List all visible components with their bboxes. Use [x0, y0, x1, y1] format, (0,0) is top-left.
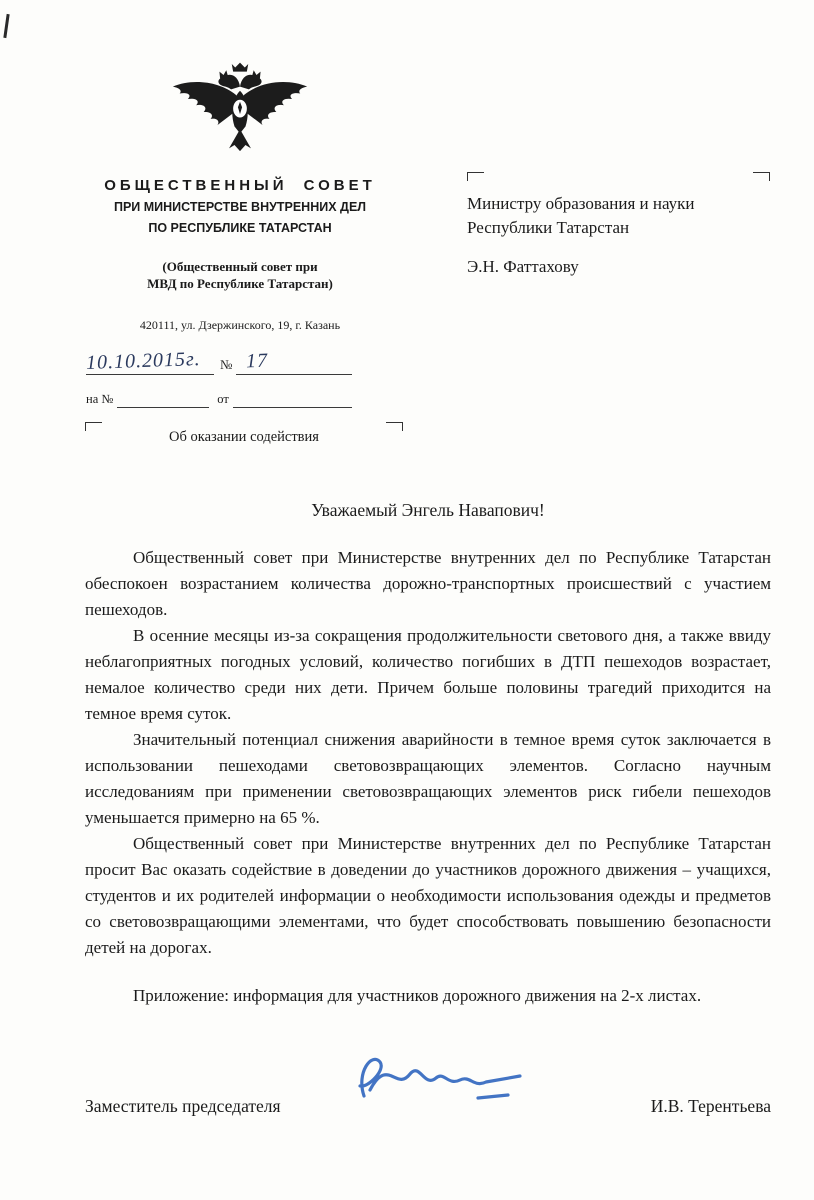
ref-from-label: от [217, 392, 229, 406]
signature-stroke [360, 1059, 520, 1098]
coat-of-arms-icon [162, 62, 318, 158]
corner-mark-icon [753, 172, 770, 181]
org-name-line3: ПО РЕСПУБЛИКЕ ТАТАРСТАН [148, 221, 332, 235]
org-address: 420111, ул. Дзержинского, 19, г. Казань [139, 318, 341, 332]
signer-position: Заместитель председателя [85, 1096, 281, 1116]
scan-artifact [3, 14, 9, 38]
letter-body [85, 500, 771, 1009]
subject-line: Об оказании содействия [169, 429, 319, 445]
addressee-block [467, 172, 770, 277]
corner-mark-icon [85, 422, 102, 431]
ref-on-blank-line [117, 394, 209, 408]
attachment-note: Приложение: информация для участников дорожного движения на 2-х листах. [133, 986, 702, 1005]
signature-row [85, 1096, 771, 1117]
reference-row [86, 392, 352, 408]
ref-on-label: на № [86, 392, 114, 406]
handwritten-date: 10.10.2015г. [86, 350, 214, 375]
body-paragraph: В осенние месяцы из-за сокращения продолжительности светового дня, а также ввиду неблагоприятных погодных условий, количество погибших в ДТП пешеходов возрастает, немалое количество среди них дети. Причем больше половины трагедий приходится на темное время суток. [85, 626, 771, 723]
org-short-name-line2: МВД по Республике Татарстан) [147, 276, 333, 291]
salutation: Уважаемый Энгель Навапович! [311, 500, 545, 520]
signer-name: И.В. Терентьева [650, 1096, 771, 1116]
addressee-title-line1: Министру образования и науки [467, 194, 695, 213]
org-name-line2: ПРИ МИНИСТЕРСТВЕ ВНУТРЕННИХ ДЕЛ [113, 200, 367, 214]
org-name-line1: ОБЩЕСТВЕННЫЙ СОВЕТ [104, 177, 376, 194]
number-sign: № [220, 357, 233, 372]
subject-zone [85, 422, 403, 446]
handwritten-number: 17 [236, 350, 352, 375]
body-paragraph: Общественный совет при Министерстве внутренних дел по Республике Татарстан просит Вас оказать содействие в доведении до участников дорожного движения – учащихся, студентов и их родителей информации о необходимости использования одежды и предметов со световозвращающими элементами, что будет способствовать повышению безопасности детей на дорогах. [85, 834, 771, 957]
ref-from-blank-line [233, 394, 352, 408]
addressee-title-line2: Республики Татарстан [467, 218, 630, 237]
letterhead [80, 62, 400, 333]
corner-mark-icon [467, 172, 484, 181]
date-number-row [86, 350, 352, 375]
body-paragraph: Общественный совет при Министерстве внутренних дел по Республике Татарстан обеспокоен возрастанием количества дорожно-транспортных происшествий с участием пешеходов. [85, 548, 771, 619]
corner-mark-icon [386, 422, 403, 431]
addressee-person: Э.Н. Фаттахову [467, 257, 579, 276]
body-paragraph: Значительный потенциал снижения аварийности в темное время суток заключается в использовании пешеходами световозвращающих элементов. Согласно научным исследованиям при применении световозвращающих элементов риск гибели пешеходов уменьшается примерно на 65 %. [85, 730, 771, 827]
org-short-name-line1: (Общественный совет при [162, 259, 318, 274]
